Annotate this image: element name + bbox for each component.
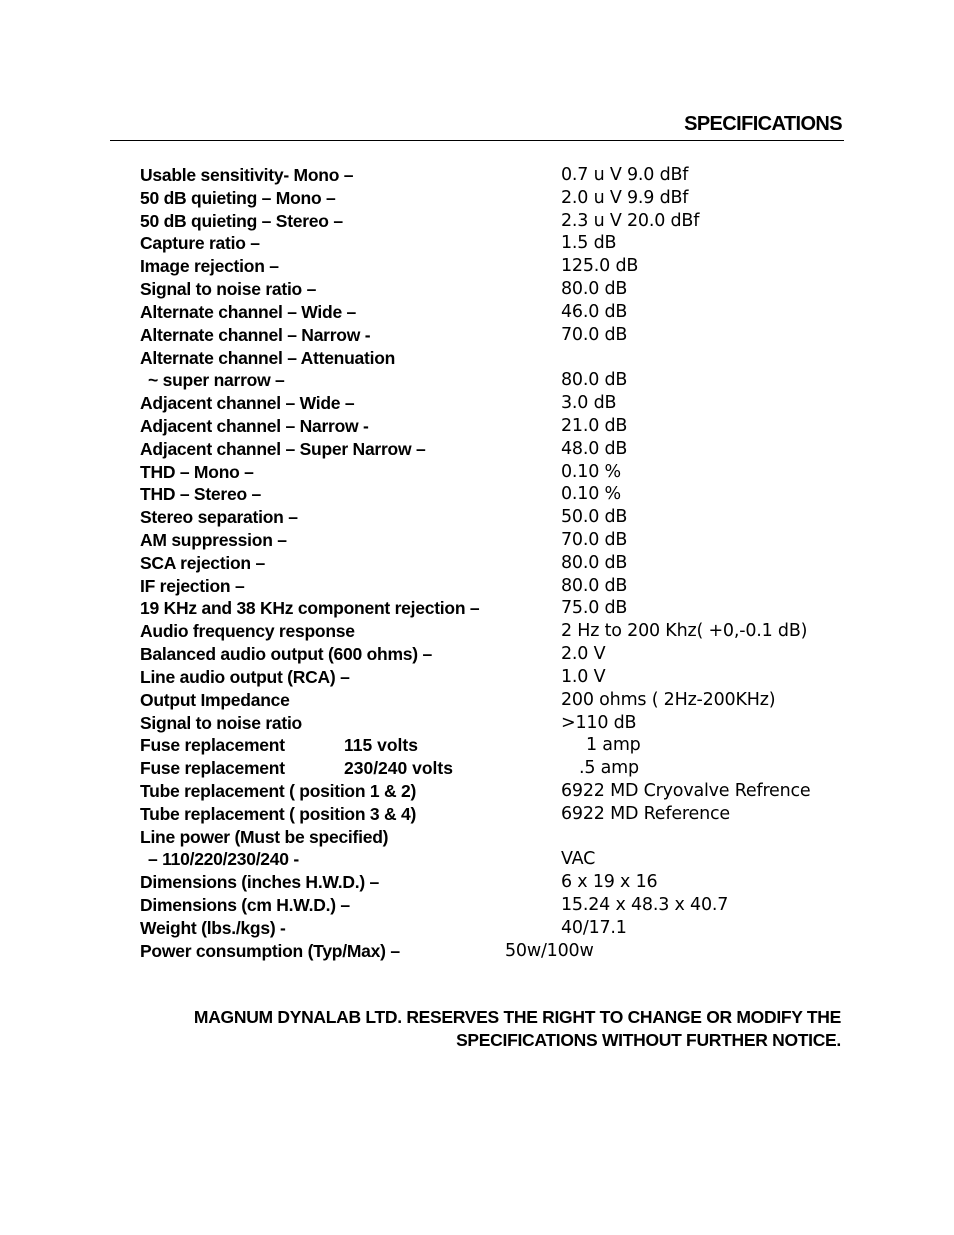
spec-value: 0.10 %: [561, 461, 621, 482]
spec-label: Alternate channel – Narrow -: [140, 324, 371, 345]
spec-value: 0.7 u V 9.0 dBf: [561, 165, 689, 185]
spec-value: 70.0 dB: [561, 324, 628, 345]
spec-value: 6922 MD Reference: [561, 803, 730, 824]
spec-row-dimensions-cm: [140, 894, 840, 917]
spec-label: Alternate channel – Wide –: [140, 301, 357, 322]
page-title: SPECIFICATIONS: [684, 113, 842, 135]
spec-row-weight: [140, 917, 840, 940]
spec-value: 40/17.1: [561, 917, 627, 938]
spec-label: Weight (lbs./kgs) -: [140, 917, 286, 938]
spec-label: Balanced audio output (600 ohms) –: [140, 644, 432, 665]
spec-row-quieting-stereo: [140, 210, 840, 233]
spec-value: 80.0 dB: [561, 370, 628, 391]
spec-value: 80.0 dB: [561, 279, 628, 300]
spec-row-component-rejection: [140, 597, 840, 620]
spec-label: Alternate channel – Attenuation: [140, 347, 396, 368]
spec-row-fuse-230: [140, 757, 840, 780]
spec-label: Line audio output (RCA) –: [140, 666, 350, 687]
spec-voltage: 230/240 volts: [344, 758, 453, 779]
spec-row-line-voltages: [140, 848, 840, 871]
spec-value: 70.0 dB: [561, 530, 628, 550]
spec-label: THD – Mono –: [140, 461, 254, 482]
spec-label: IF rejection –: [140, 575, 245, 596]
spec-value: 50.0 dB: [561, 507, 628, 528]
spec-row-fuse-115: [140, 734, 840, 757]
spec-row-output-impedance: [140, 689, 840, 712]
spec-row-usable-sensitivity: [140, 164, 840, 187]
spec-row-thd-stereo: [140, 483, 840, 506]
spec-value: 46.0 dB: [561, 301, 628, 322]
spec-value: 6 x 19 x 16: [561, 872, 658, 893]
spec-label: Audio frequency response: [140, 621, 355, 642]
spec-row-stereo-separation: [140, 506, 840, 529]
spec-label: 50 dB quieting – Stereo –: [140, 210, 343, 231]
spec-value: 48.0 dB: [561, 438, 628, 459]
spec-label: – 110/220/230/240 -: [148, 849, 299, 870]
spec-value: .5 amp: [579, 758, 639, 779]
disclaimer-notice: [194, 1006, 841, 1052]
spec-row-if-rejection: [140, 575, 840, 598]
spec-label: Image rejection –: [140, 256, 279, 277]
spec-row-adj-wide: [140, 392, 840, 415]
spec-value: 75.0 dB: [561, 598, 628, 619]
spec-row-alt-narrow: [140, 324, 840, 347]
spec-label: Tube replacement ( position 3 & 4): [140, 803, 417, 824]
spec-row-line-power: [140, 826, 840, 849]
spec-label: Usable sensitivity- Mono –: [140, 165, 354, 185]
spec-value: 1.5 dB: [561, 233, 617, 254]
spec-label: AM suppression –: [140, 530, 287, 550]
spec-row-image-rejection: [140, 255, 840, 278]
spec-label: Adjacent channel – Wide –: [140, 393, 355, 414]
spec-value: 0.10 %: [561, 484, 621, 505]
spec-row-thd-mono: [140, 461, 840, 484]
spec-label: Dimensions (inches H.W.D.) –: [140, 872, 380, 893]
spec-value: 200 ohms ( 2Hz-200KHz): [561, 689, 776, 710]
spec-row-signal-noise-2: [140, 712, 840, 735]
spec-label: Fuse replacement: [140, 735, 285, 756]
spec-label: ~ super narrow –: [148, 370, 285, 391]
spec-row-signal-noise: [140, 278, 840, 301]
spec-value: 21.0 dB: [561, 415, 628, 436]
spec-label: Fuse replacement: [140, 758, 285, 779]
spec-list: [140, 164, 840, 962]
disclaimer-line-2: SPECIFICATIONS WITHOUT FURTHER NOTICE.: [456, 1030, 841, 1050]
spec-row-tube-3-4: [140, 803, 840, 826]
spec-row-dimensions-inches: [140, 871, 840, 894]
disclaimer-line-1: MAGNUM DYNALAB LTD. RESERVES THE RIGHT TO CHANGE OR MODIFY THE: [193, 1007, 841, 1027]
spec-row-adj-narrow: [140, 415, 840, 438]
spec-label: Dimensions (cm H.W.D.) –: [140, 895, 350, 915]
spec-row-tube-1-2: [140, 780, 840, 803]
spec-value: 1.0 V: [561, 666, 606, 687]
spec-label: Power consumption (Typ/Max) –: [140, 940, 400, 961]
spec-value: 6922 MD Cryovalve Refrence: [561, 780, 811, 801]
spec-row-am-suppression: [140, 529, 840, 552]
spec-row-quieting-mono: [140, 187, 840, 210]
spec-label: Signal to noise ratio: [140, 712, 302, 733]
spec-row-balanced-output: [140, 643, 840, 666]
spec-label: Signal to noise ratio –: [140, 279, 317, 300]
spec-row-capture-ratio: [140, 232, 840, 255]
spec-value: 2.3 u V 20.0 dBf: [561, 210, 700, 231]
spec-row-adj-super-narrow: [140, 438, 840, 461]
spec-label: Adjacent channel – Narrow -: [140, 415, 369, 436]
spec-value: VAC: [561, 849, 596, 870]
spec-value: 80.0 dB: [561, 575, 628, 596]
spec-label: 50 dB quieting – Mono –: [140, 187, 336, 208]
spec-value: 2.0 V: [561, 644, 606, 665]
spec-label: THD – Stereo –: [140, 484, 261, 505]
spec-label: Tube replacement ( position 1 & 2): [140, 780, 417, 801]
spec-row-super-narrow: [140, 369, 840, 392]
spec-row-alt-wide: [140, 301, 840, 324]
spec-label: SCA rejection –: [140, 552, 265, 573]
spec-label: Adjacent channel – Super Narrow –: [140, 438, 426, 459]
spec-label: Capture ratio –: [140, 233, 260, 254]
header-divider: [110, 140, 844, 141]
spec-value: 2 Hz to 200 Khz( +0,-0.1 dB): [561, 621, 808, 642]
spec-row-alt-attenuation: [140, 347, 840, 370]
spec-voltage: 115 volts: [344, 735, 418, 756]
spec-value: >110 dB: [561, 712, 637, 733]
spec-row-power-consumption: [140, 940, 840, 963]
spec-row-line-output: [140, 666, 840, 689]
spec-row-sca-rejection: [140, 552, 840, 575]
spec-row-frequency-response: [140, 620, 840, 643]
spec-value: 80.0 dB: [561, 552, 628, 573]
spec-value: 1 amp: [586, 735, 641, 756]
spec-value: 3.0 dB: [561, 393, 617, 414]
spec-label: 19 KHz and 38 KHz component rejection –: [140, 598, 480, 619]
spec-value: 15.24 x 48.3 x 40.7: [561, 895, 729, 915]
spec-value: 2.0 u V 9.9 dBf: [561, 187, 689, 208]
spec-label: Stereo separation –: [140, 507, 298, 528]
spec-value: 125.0 dB: [561, 256, 639, 277]
spec-value: 50w/100w: [505, 940, 594, 961]
spec-label: Line power (Must be specified): [140, 826, 389, 847]
spec-label: Output Impedance: [140, 689, 290, 710]
